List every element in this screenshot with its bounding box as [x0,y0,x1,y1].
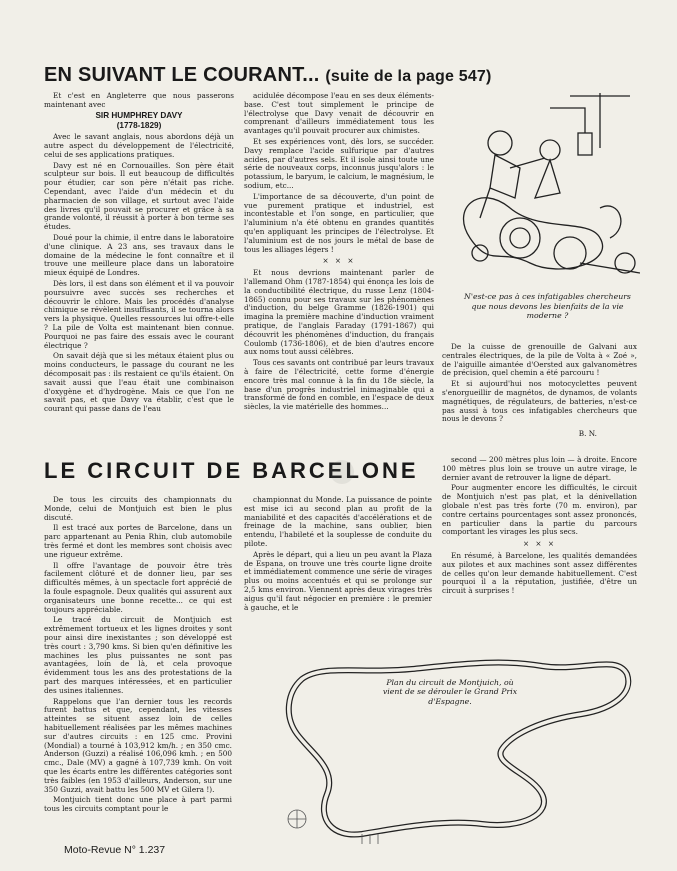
article1-column-2 [244,92,434,414]
paragraph: Doué pour la chimie, il entre dans le laboratoire d'une clinique. A 23 ans, ses travaux dans le domaine de la médecine le font connaître et il trouve une meilleure place dans un laboratoire mieux équipé de Londres. [44,232,234,278]
intro-paragraph: Et c'est en Angleterre que nous passerons maintenant avec [44,91,234,109]
page-footer: Moto-Revue N° 1.237 [64,844,166,856]
headline-main: EN SUIVANT LE COURANT... [44,64,320,86]
paragraph: Rappelons que l'an dernier tous les records furent battus et que, cependant, les vitesses atteintes se situent assez loin de celles habituellement réalisées par les mêmes machines sur d'autres circuits : en 125 cmc. Provini (Mondial) a tourné à 103,912 km/h. ; en 350 cmc. Anderson (Guzzi) a réalisé 106,096 kmh. ; en 500 cmc., Dale (MV) a gagné à 107,739 kmh. On voit que les écarts entre les différentes catégories sont très faibles (en 1953 d'ailleurs, Anderson, sur une 350 Guzzi, avait battu les 500 MV et Gilera !). [44,696,232,794]
paragraph: En résumé, à Barcelone, les qualités demandées aux pilotes et aux machines sont assez différentes de celles qu'on leur demande habituellement. C'est pourquoi il a la réputation, justifiée, d'être un circuit à surprises ! [442,550,637,596]
section-separator: × × × [322,256,356,266]
paragraph: De tous les circuits des championnats du Monde, celui de Montjuich est bien le plus discuté. [44,495,232,522]
paragraph: Davy est né en Cornouailles. Son père était sculpteur sur bois. Il eut beaucoup de difficultés pour étudier, car son père n'était pas riche. Cependant, avec l'aide d'un médecin et du pharmacien de son village, et surtout avec l'aide des livres qu'il pouvait se procurer et grâce à sa grande volonté, il réussit à porter à bon terme ses études. [44,160,234,232]
article1-column-3 [442,343,637,441]
subject-name: SIR HUMPHREY DAVY [95,110,183,120]
paragraph: Il est tracé aux portes de Barcelone, dans un parc appartenant au Penia Rhin, club automobile très fermé et dont les membres sont choisis avec une rigueur extrême. [44,523,232,559]
paragraph: Le tracé du circuit de Montjuich est extrêmement tortueux et les lignes droites y sont pour ainsi dire inexistantes ; son développé est très court : 3,790 kms. Si bien qu'en définitive les machines les plus puissantes ne sont pas avantagées, loin de là, et cela provoque évidemment tous les ans des protestations de la part des marques intéressées, et en particulier des usines italiennes. [44,615,232,695]
paragraph: Tous ces savants ont contribué par leurs travaux à faire de l'électricité, cette forme d'énergie encore très mal connue à la fin du 18e siècle, la base d'un progrès industriel inimaginable qui a transformé de fond en comble, en l'espace de deux siècles, la vie matérielle des hommes... [244,358,434,412]
author-signature: B. N. [578,429,597,439]
circuit-map [242,624,642,854]
article2-column-1 [44,496,232,816]
paragraph: L'importance de sa découverte, d'un point de vue purement pratique et industriel, est incontestable et l'on songe, en particulier, que l'aluminium n'a été obtenu en grandes quantités qu'en appliquant les principes de l'électrolyse. Et l'aluminium est de nos jours le métal de base de tous les alliages légers ! [244,191,434,254]
article2-title: LE CIRCUIT DE BARCELONE [44,458,419,483]
paragraph: acidulée décompose l'eau en ses deux éléments-base. C'est tout simplement le principe de l'électrolyse que Davy venait de découvrir en comprenant d'ailleurs immédiatement tous les avantages qu'il pouvait procurer aux chimistes. [244,91,434,136]
paragraph: Et nous devrions maintenant parler de l'allemand Ohm (1787-1854) qui énonça les lois de la conductibilité électrique, du russe Lenz (1804-1865) connu pour ses travaux sur les phénomènes d'induction, du belge Gramme (1826-1901) qui imagina la première machine d'induction vraiment pratique, de l'anglais Faraday (1791-1867) qui découvrit les phénomènes d'induction, du français Coulomb (1736-1806), et de bien d'autres encore aux noms tout aussi célèbres. [244,268,434,357]
headline-continuation: (suite de la page 547) [325,68,492,85]
article1-column-1 [44,92,234,416]
map-caption: Plan du circuit de Montjuich, où vient de se dérouler le Grand Prix d'Espagne. [382,678,518,706]
paragraph: Montjuich tient donc une place à part parmi tous les circuits comptant pour le [44,795,232,814]
paragraph: Et si aujourd'hui nos motocyclettes peuvent s'enorgueillir de magnétos, de dynamos, de volants magnétiques, de régulateurs, de batteries, n'est-ce pas aussi à tous ces infatigables chercheurs que nous le devons ? [442,379,637,424]
paragraph: On savait déjà que si les métaux étaient plus ou moins conducteurs, le passage du courant ne les décomposait pas : ils restaient ce qu'ils étaient. On savait aussi que l'eau était une combinaison d'oxygène et d'hydrogène. Mais ce que l'on ne savait pas, et que Davy va établir, c'est que le courant qui passe dans de l'eau [44,351,234,414]
paragraph: Pour augmenter encore les difficultés, le circuit de Montjuich n'est pas plat, et la dénivellation globale n'est pas très forte (70 m. environ), par contre certains pourcentages sont assez prononcés, en particulier dans la partie du parcours comportant les virages les plus secs. [442,483,637,537]
paragraph: Il offre l'avantage de pouvoir être très facilement clôturé et de donner lieu, par ses difficultés mêmes, à un spectacle fort apprécié de la foule espagnole. Deux qualités qui assurent aux organisateurs une bonne recette... ce qui est toujours appréciable. [44,560,232,614]
cartoon-caption: N'est-ce pas à ces infatigables chercheurs que nous devons les bienfaits de la vie moderne ? [464,292,631,320]
ink-smudge [330,460,354,484]
section-separator: × × × [523,539,556,549]
paragraph: second — 200 mètres plus loin — à droite. Encore 100 mètres plus loin se trouve un autre virage, le dernier avant de retrouver la ligne de départ. [442,455,637,482]
subject-dates: (1778-1829) [116,121,162,131]
paragraph: Avec le savant anglais, nous abordons déjà un autre aspect du développement de l'électricité, celui de ses applications pratiques. [44,132,234,159]
article2-column-3 [442,456,637,598]
paragraph: championnat du Monde. La puissance de pointe est mise ici au second plan au profit de la maniabilité et des capacités d'accélérations et de freinage de la machine, sans oublier, bien entendu, l'habileté et la souplesse de conduite du pilote. [244,495,432,548]
paragraph: Après le départ, qui a lieu un peu avant la Plaza de Espana, on trouve une très courte ligne droite et immédiatement commence une série de virages plus ou moins accentués et qui se prolonge sur 2,5 kms environ. Viennent après deux virages très aigus qu'il faut négocier en première : le premier à gauche, et le [244,549,432,612]
article2-column-2 [244,496,432,614]
article-headline [44,64,644,87]
paragraph: Dès lors, il est dans son élément et il va pouvoir poursuivre avec succès ses recherches et découvrir le chlore. Mais les procédés d'analyse chimique se révèlent insuffisants, il se tourna alors vers la physique. Quelles ressources lui offre-t-elle ? La pile de Volta est maintenant bien connue. Pourquoi ne pas faire des essais avec le courant électrique ? [44,278,234,350]
paragraph: De la cuisse de grenouille de Galvani aux centrales électriques, de la pile de Volta à « Zoé », de l'aiguille aimantée d'Oersted aux galvanomètres de précision, quel chemin a été parcouru ! [442,342,637,378]
paragraph: Et ses expériences vont, dès lors, se succéder. Davy remplace l'acide sulfurique par d'autres acides, par d'autres sels. Et il isole ainsi toute une série de nouveaux corps, inconnus jusqu'alors : le potassium, le baryum, le calcium, le magnésium, le sodium, etc... [244,136,434,190]
cartoon-illustration [450,88,640,288]
